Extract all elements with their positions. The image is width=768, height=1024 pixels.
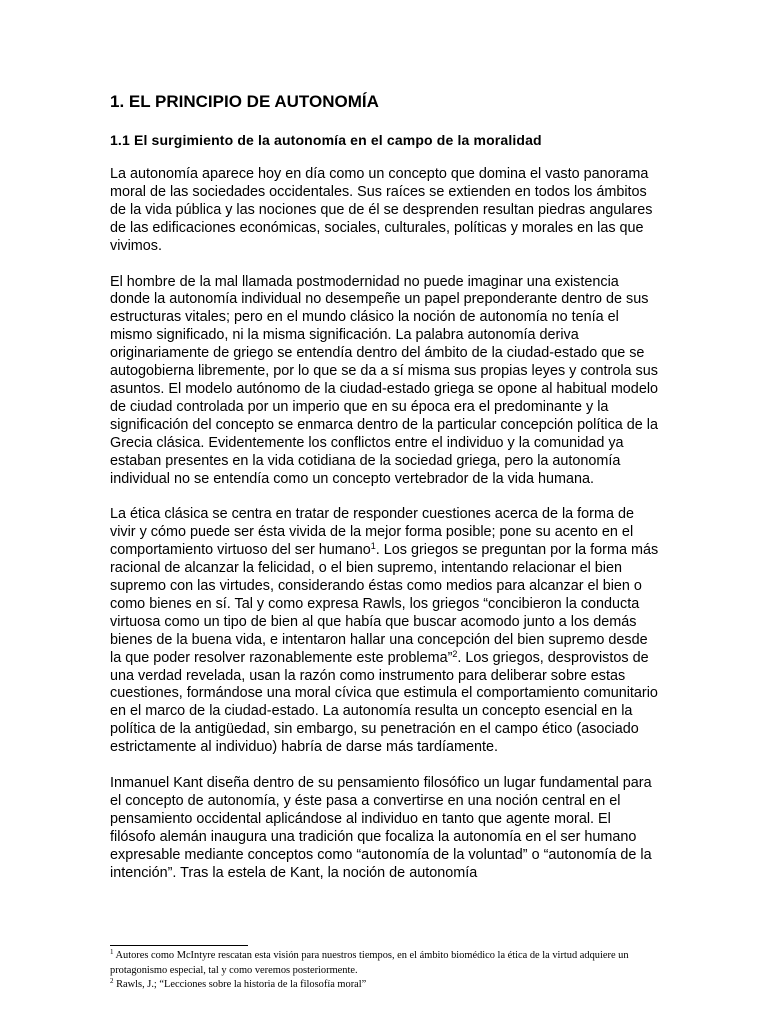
footnote-2-number: 2 bbox=[110, 977, 114, 985]
footnotes bbox=[110, 949, 660, 993]
paragraph-1: La autonomía aparece hoy en día como un concepto que domina el vasto panorama moral de las sociedades occidentales. Sus raíces se extienden en todos los ámbitos de la vida pública y las nociones que de él se desprenden resultan piedras angulares de las edificaciones económicas, sociales, culturales, políticas y morales en las que vivimos. bbox=[110, 166, 653, 254]
footnote-reference-2: 2 bbox=[452, 648, 458, 659]
footnote-2 bbox=[110, 978, 660, 993]
paragraph-3-text-2: . Los griegos se preguntan por la forma más racional de alcanzar la felicidad, o el bien supremo, intentando relacionar el bien supremo con las virtudes, considerando éstas como medios para alcanzar el bien o como bienes en sí. Tal y como expresa Rawls, los griegos “concibieron la conducta virtuosa como un tipo de bien al que había que buscar acomodo junto a los demás bienes de la buena vida, e intentaron hallar una concepción del bien supremo desde la que poder resolver razonablemente este problema” bbox=[110, 542, 659, 666]
paragraph-3-text-1: La ética clásica se centra en tratar de responder cuestiones acerca de la forma de vivir y cómo puede ser ésta vivida de la mejor forma posible; pone su acento en el comportamiento virtuoso del ser humano bbox=[110, 506, 634, 559]
paragraph-4: Inmanuel Kant diseña dentro de su pensamiento filosófico un lugar fundamental para el concepto de autonomía, y éste pasa a convertirse en una noción central en el pensamiento occidental aplicándose al individuo en tanto que agente moral. El filósofo alemán inaugura una tradición que focaliza la autonomía en el ser humano expresable mediante conceptos como “autonomía de la voluntad” o “autonomía de la intención”. Tras la estela de Kant, la noción de autonomía bbox=[110, 775, 652, 881]
paragraph-3 bbox=[110, 506, 660, 757]
footnote-2-text: Rawls, J.; “Lecciones sobre la historia de la filosofía moral” bbox=[113, 979, 367, 990]
document-body bbox=[110, 92, 660, 883]
footnote-1-number: 1 bbox=[110, 948, 114, 956]
paragraph-3-text-3: . Los griegos, desprovistos de una verdad revelada, usan la razón como instrumento para deliberar sobre estas cuestiones, formándose una moral cívica que estimula el comportamiento comunitario en el marco de la ciudad-estado. La autonomía resulta un concepto esencial en la política de la antigüedad, sin embargo, su penetración en el campo ético (asociado estrictamente al individuo) habría de darse más tardíamente. bbox=[110, 649, 658, 756]
paragraph-2: El hombre de la mal llamada postmodernidad no puede imaginar una existencia donde la autonomía individual no desempeñe un papel preponderante dentro de sus estructuras vitales; pero en el mundo clásico la noción de autonomía no tenía el mismo significado, ni la misma significación. La palabra autonomía deriva originariamente de griego se entendía dentro del ámbito de la ciudad-estado que se autogobierna libremente, por lo que se da a sí misma sus propias leyes y controla sus asuntos. El modelo autónomo de la ciudad-estado griega se opone al habitual modelo de ciudad controlada por un imperio que en su época era el predominante y la significación del concepto se enmarca dentro de la particular concepción política de la Grecia clásica. Evidentemente los conflictos entre el individuo y la comunidad ya estaban presentes en la vida cotidiana de la sociedad griega, pero la autonomía individual no se entendía como un concepto vertebrador de la vida humana. bbox=[110, 273, 659, 487]
footnote-1 bbox=[110, 949, 660, 978]
section-heading: 1. EL PRINCIPIO DE AUTONOMÍA bbox=[110, 92, 379, 111]
footnote-reference-1: 1 bbox=[370, 541, 376, 552]
footnote-1-text: Autores como McIntyre rescatan esta visión para nuestros tiempos, en el ámbito biomédico la ética de la virtud adquiere un protagonismo especial, tal y como veremos posteriormente. bbox=[110, 950, 629, 976]
footnote-separator bbox=[110, 945, 248, 946]
subsection-heading: 1.1 El surgimiento de la autonomía en el campo de la moralidad bbox=[110, 132, 542, 148]
